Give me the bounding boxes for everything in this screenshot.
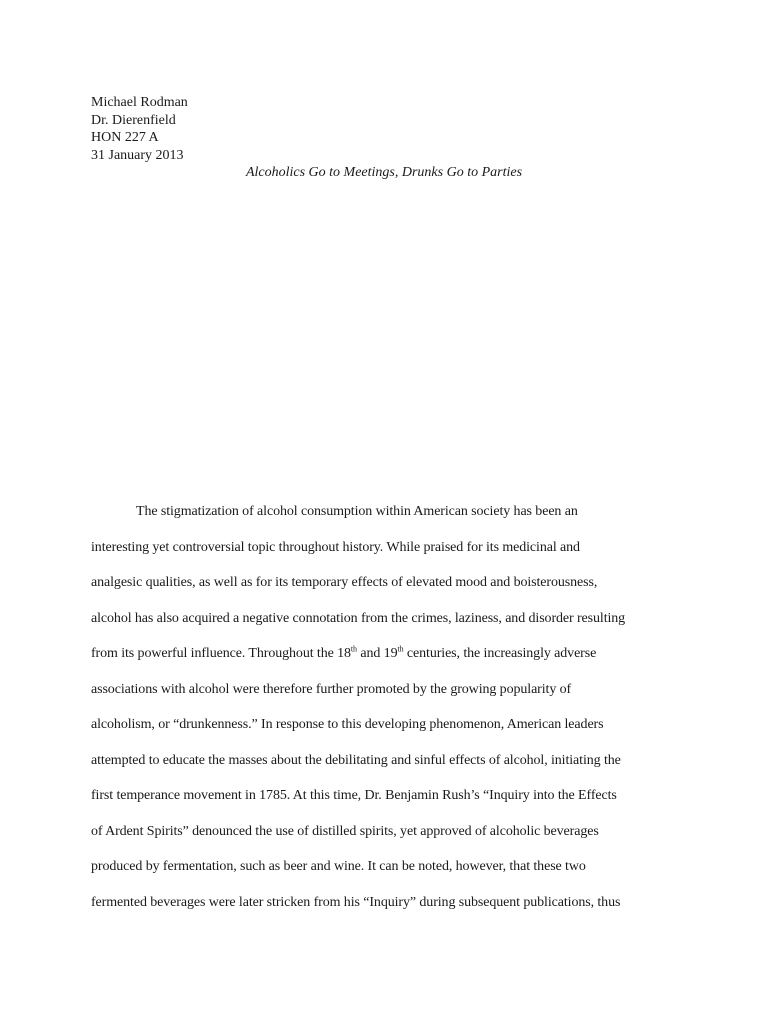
- body-text-segment: centuries, the increasingly adverse: [403, 646, 597, 661]
- body-line: produced by fermentation, such as beer and wine. It can be noted, however, that these two: [91, 859, 586, 874]
- author-name: Michael Rodman: [91, 95, 188, 110]
- body-line: interesting yet controversial topic throughout history. While praised for its medicinal and: [91, 539, 580, 555]
- body-line: alcohol has also acquired a negative connotation from the crimes, laziness, and disorder resulting: [91, 610, 626, 626]
- essay-title: Alcoholics Go to Meetings, Drunks Go to Parties: [245, 165, 523, 180]
- body-text-segment: from its powerful influence. Throughout the 18: [91, 646, 351, 661]
- body-line: fermented beverages were later stricken from his “Inquiry” during subsequent publications, thus: [91, 894, 621, 910]
- instructor-name: Dr. Dierenfield: [91, 112, 176, 128]
- body-line: attempted to educate the masses about the debilitating and sinful effects of alcohol, initiating the: [91, 752, 621, 768]
- mla-heading: [91, 94, 188, 164]
- essay-body: [91, 500, 681, 926]
- body-line: alcoholism, or “drunkenness.” In response to this developing phenomenon, American leaders: [91, 717, 604, 732]
- body-line: first temperance movement in 1785. At this time, Dr. Benjamin Rush’s “Inquiry into the Effects: [91, 788, 617, 803]
- superscript: th: [397, 644, 404, 654]
- body-line: [91, 642, 681, 678]
- superscript: th: [350, 644, 357, 654]
- body-line: associations with alcohol were therefore further promoted by the growing popularity of: [91, 681, 572, 697]
- body-line: of Ardent Spirits” denounced the use of distilled spirits, yet approved of alcoholic beverages: [91, 823, 599, 839]
- course-code: HON 227 A: [91, 130, 159, 145]
- body-text-segment: and 19: [356, 646, 398, 661]
- body-line: analgesic qualities, as well as for its temporary effects of elevated mood and boisterousness,: [91, 575, 598, 590]
- body-line: The stigmatization of alcohol consumption within American society has been an: [136, 504, 578, 519]
- document-date: 31 January 2013: [91, 147, 184, 163]
